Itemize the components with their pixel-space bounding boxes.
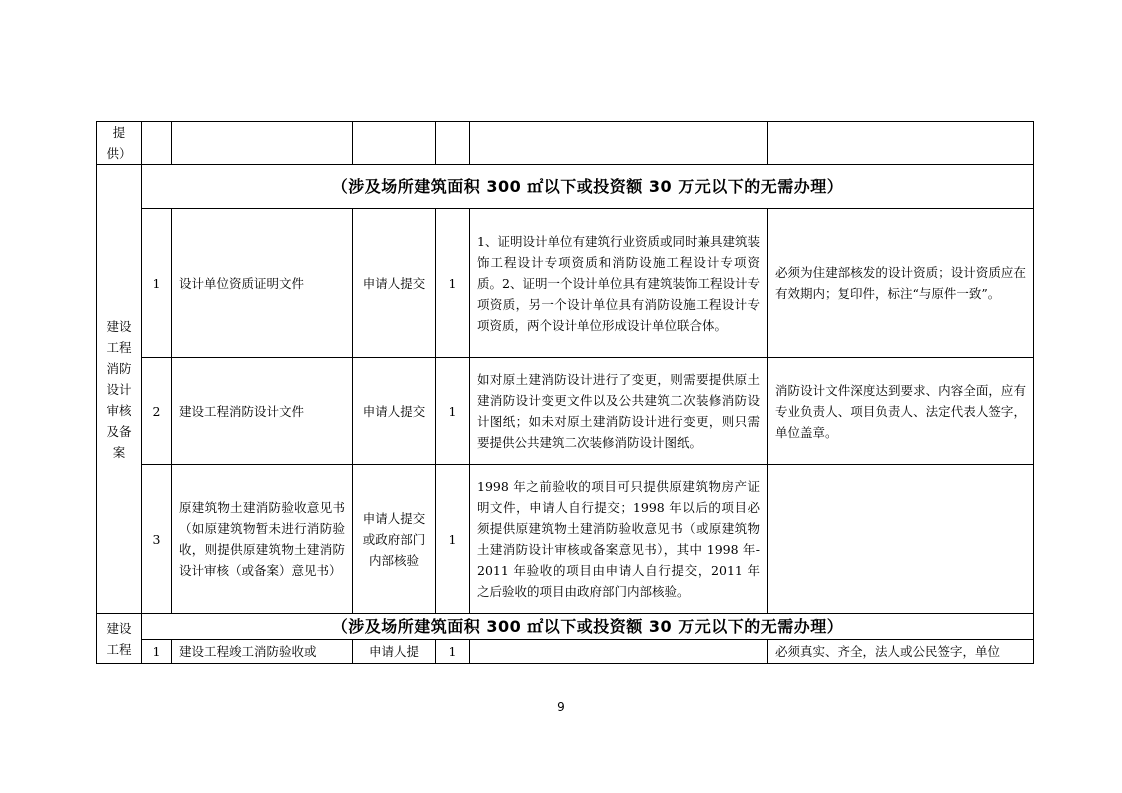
table-row bbox=[97, 358, 1034, 465]
page-number: 9 bbox=[557, 700, 565, 714]
material-description: 如对原土建消防设计进行了变更，则需要提供原土建消防设计变更文件以及公共建筑二次装修消防设计图纸；如未对原土建消防设计进行变更，则只需要提供公共建筑二次装修消防设计图纸。 bbox=[470, 358, 768, 465]
copies-count: 1 bbox=[436, 465, 470, 614]
requirements-table bbox=[96, 121, 1034, 664]
table-row bbox=[97, 122, 1034, 165]
empty-cell bbox=[470, 122, 768, 165]
item-number: 2 bbox=[142, 358, 172, 465]
banner-row bbox=[97, 614, 1034, 640]
exemption-banner: （涉及场所建筑面积 300 ㎡以下或投资额 30 万元以下的无需办理） bbox=[142, 165, 1034, 209]
item-number: 3 bbox=[142, 465, 172, 614]
exemption-banner: （涉及场所建筑面积 300 ㎡以下或投资额 30 万元以下的无需办理） bbox=[142, 614, 1034, 640]
material-description: 1、证明设计单位有建筑行业资质或同时兼具建筑装饰工程设计专项资质和消防设施工程设计专项资质。2、证明一个设计单位具有建筑装饰工程设计专项资质，另一个设计单位具有消防设施工程设计专项资质，两个设计单位形成设计单位联合体。 bbox=[470, 209, 768, 358]
material-source: 申请人提交 bbox=[353, 209, 436, 358]
item-number: 1 bbox=[142, 209, 172, 358]
table-row bbox=[97, 209, 1034, 358]
copies-count: 1 bbox=[436, 209, 470, 358]
table-row bbox=[97, 465, 1034, 614]
table-row bbox=[97, 640, 1034, 664]
material-source: 申请人提交 bbox=[353, 358, 436, 465]
material-name: 建设工程竣工消防验收或 bbox=[172, 640, 353, 664]
material-source: 申请人提交或政府部门内部核验 bbox=[353, 465, 436, 614]
copies-count: 1 bbox=[436, 358, 470, 465]
copies-count: 1 bbox=[436, 640, 470, 664]
category-cell: 提供） bbox=[97, 122, 142, 165]
item-number: 1 bbox=[142, 640, 172, 664]
material-name: 原建筑物土建消防验收意见书（如原建筑物暂未进行消防验收，则提供原建筑物土建消防设计审核（或备案）意见书） bbox=[172, 465, 353, 614]
banner-row bbox=[97, 165, 1034, 209]
material-requirement: 必须为住建部核发的设计资质；设计资质应在有效期内；复印件，标注“与原件一致”。 bbox=[768, 209, 1034, 358]
empty-cell bbox=[768, 122, 1034, 165]
material-name: 设计单位资质证明文件 bbox=[172, 209, 353, 358]
material-description: 1998 年之前验收的项目可只提供原建筑物房产证明文件，申请人自行提交；1998 年以后的项目必须提供原建筑物土建消防验收意见书（或原建筑物土建消防设计审核或备案意见书），其中 1998 年-2011 年验收的项目由申请人自行提交，2011 年之后验收的项目由政府部门内部核验。 bbox=[470, 465, 768, 614]
material-description bbox=[470, 640, 768, 664]
empty-cell bbox=[436, 122, 470, 165]
section-category-cell: 建设工程 bbox=[97, 614, 142, 664]
empty-cell bbox=[353, 122, 436, 165]
material-requirement: 必须真实、齐全，法人或公民签字，单位 bbox=[768, 640, 1034, 664]
material-source: 申请人提 bbox=[353, 640, 436, 664]
material-name: 建设工程消防设计文件 bbox=[172, 358, 353, 465]
empty-cell bbox=[172, 122, 353, 165]
material-requirement bbox=[768, 465, 1034, 614]
empty-cell bbox=[142, 122, 172, 165]
material-requirement: 消防设计文件深度达到要求、内容全面，应有专业负责人、项目负责人、法定代表人签字，单位盖章。 bbox=[768, 358, 1034, 465]
section-category-cell: 建设工程消防设计审核及备案 bbox=[97, 165, 142, 614]
